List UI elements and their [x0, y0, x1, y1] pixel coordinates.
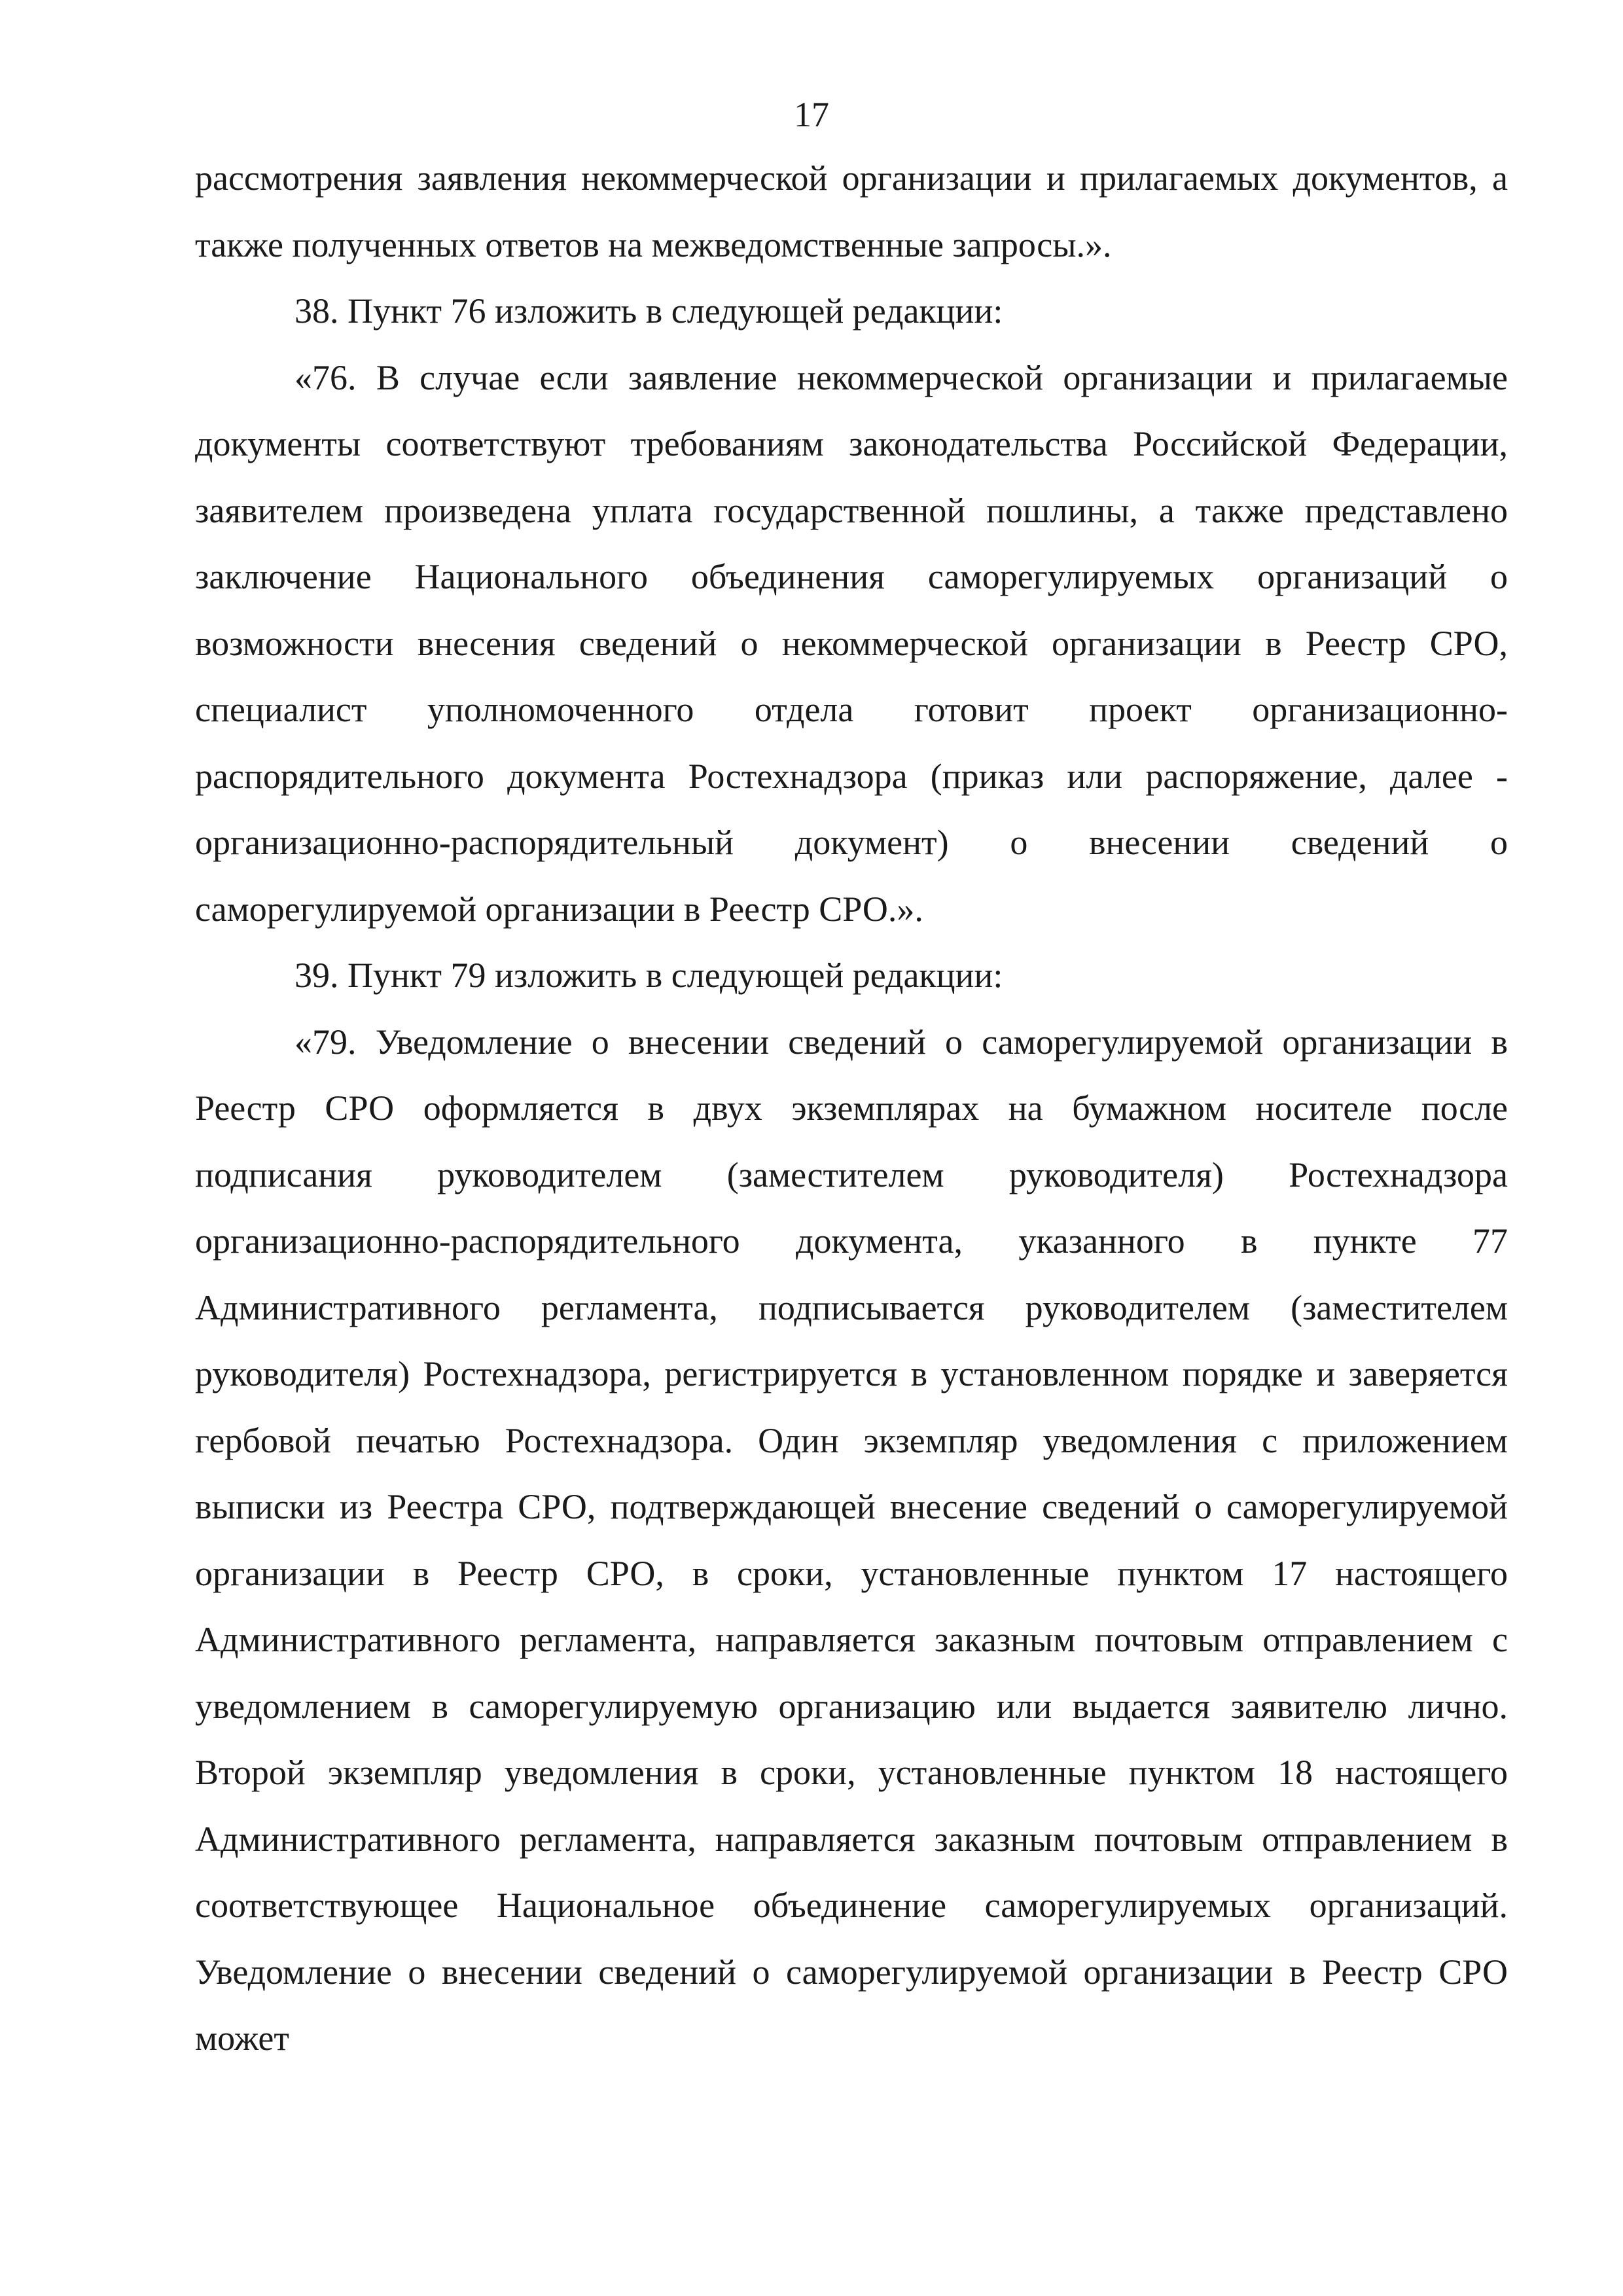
document-body — [195, 145, 1508, 2072]
paragraph-continuation: рассмотрения заявления некоммерческой организации и прилагаемых документов, а также полученных ответов на межведомственные запросы.». — [195, 158, 1508, 264]
page-number: 17 — [794, 95, 829, 134]
paragraph-item-38: 38. Пункт 76 изложить в следующей редакции: — [294, 291, 1003, 331]
paragraph-clause-76: «76. В случае если заявление некоммерческой организации и прилагаемые документы соответствуют требованиям законодательства Российской Федерации, заявителем произведена уплата государственной пошлины, а также представлено заключение Национального объединения саморегулируемых организаций о возможности внесения сведений о некоммерческой организации в Реестр СРО, специалист уполномоченного отдела готовит проект организационно-распорядительного документа Ростехнадзора (приказ или распоряжение, далее - организационно-распорядительный документ) о внесении сведений о саморегулируемой организации в Реестр СРО.». — [195, 357, 1508, 929]
paragraph-clause-79: «79. Уведомление о внесении сведений о саморегулируемой организации в Реестр СРО оформляется в двух экземплярах на бумажном носителе после подписания руководителем (заместителем руководителя) Ростехнадзора организационно-распорядительного документа, указанного в пункте 77 Административного регламента, подписывается руководителем (заместителем руководителя) Ростехнадзора, регистрируется в установленном порядке и заверяется гербовой печатью Ростехнадзора. Один экземпляр уведомления с приложением выписки из Реестра СРО, подтверждающей внесение сведений о саморегулируемой организации в Реестр СРО, в сроки, установленные пунктом 17 настоящего Административного регламента, направляется заказным почтовым отправлением с уведомлением в саморегулируемую организацию или выдается заявителю лично. Второй экземпляр уведомления в сроки, установленные пунктом 18 настоящего Административного регламента, направляется заказным почтовым отправлением в соответствующее Национальное объединение саморегулируемых организаций. Уведомление о внесении сведений о саморегулируемой организации в Реестр СРО может — [195, 1022, 1508, 2058]
paragraph-item-39: 39. Пункт 79 изложить в следующей редакции: — [294, 956, 1003, 995]
